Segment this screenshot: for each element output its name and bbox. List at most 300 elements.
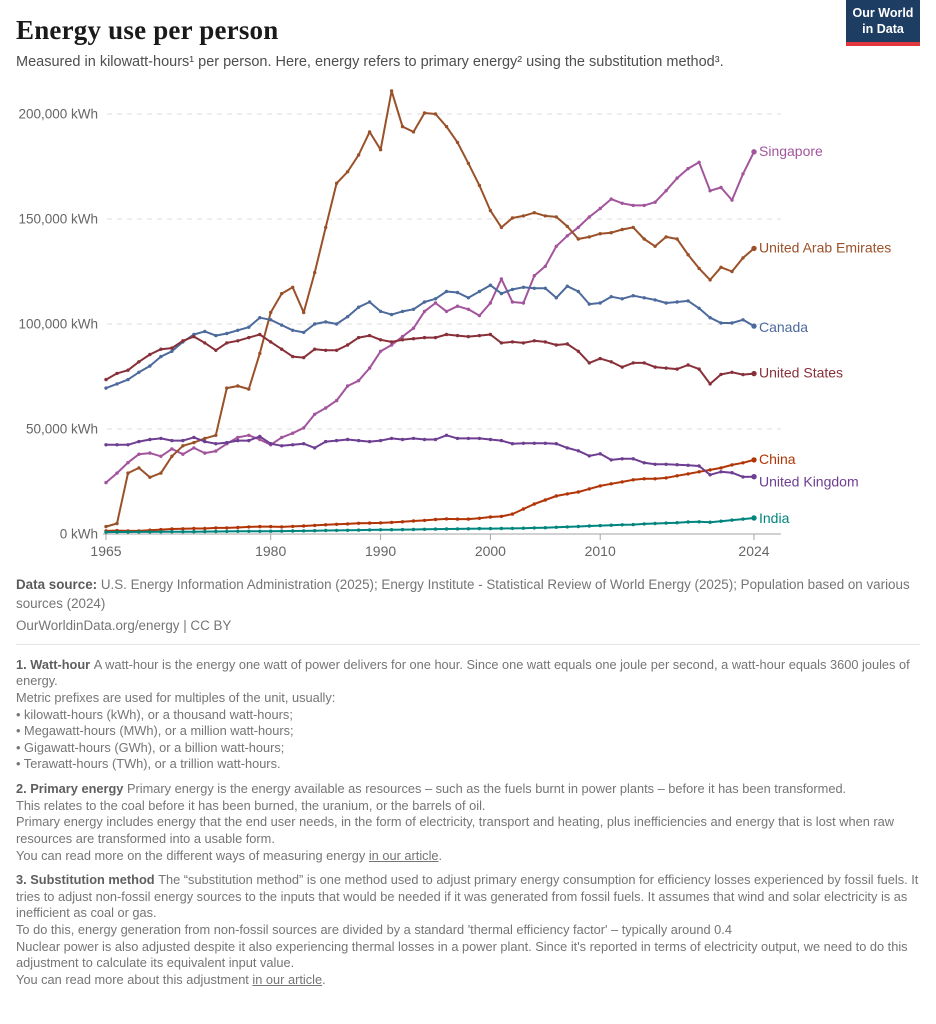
license-suffix: | CC BY <box>179 617 232 633</box>
series-point-united-kingdom <box>214 442 217 445</box>
series-point-united-states <box>291 354 294 357</box>
series-point-united-kingdom <box>291 443 294 446</box>
series-point-india <box>269 529 272 532</box>
series-point-united-states <box>302 355 305 358</box>
series-point-china <box>247 525 250 528</box>
series-point-united-kingdom <box>126 443 129 446</box>
series-point-china <box>643 477 646 480</box>
series-point-singapore <box>621 201 624 204</box>
series-label-canada: Canada <box>759 318 809 335</box>
series-point-united-arab-emirates <box>412 130 415 133</box>
series-point-united-arab-emirates <box>247 387 250 390</box>
series-point-united-arab-emirates <box>489 208 492 211</box>
series-point-canada <box>379 309 382 312</box>
series-point-united-states <box>379 338 382 341</box>
series-point-united-states <box>577 349 580 352</box>
series-point-china <box>686 472 689 475</box>
series-point-india <box>643 522 646 525</box>
series-point-singapore <box>632 203 635 206</box>
series-point-india <box>719 519 722 522</box>
series-point-india <box>302 529 305 532</box>
series-point-united-arab-emirates <box>511 216 514 219</box>
series-point-canada <box>610 295 613 298</box>
series-point-united-kingdom <box>302 442 305 445</box>
divider <box>16 644 920 645</box>
series-point-china <box>423 518 426 521</box>
series-point-united-arab-emirates <box>533 211 536 214</box>
series-point-canada <box>214 333 217 336</box>
series-point-united-kingdom <box>258 434 261 437</box>
series-point-china <box>401 520 404 523</box>
series-point-canada <box>621 297 624 300</box>
series-point-singapore <box>500 277 503 280</box>
data-source-line <box>16 575 920 614</box>
series-point-united-states <box>741 372 744 375</box>
series-point-singapore <box>324 406 327 409</box>
series-point-singapore <box>236 435 239 438</box>
series-point-united-arab-emirates <box>423 111 426 114</box>
series-point-singapore <box>423 309 426 312</box>
series-point-india <box>379 528 382 531</box>
owid-logo[interactable] <box>846 0 920 46</box>
footnote-1-line: Metric prefixes are used for multiples of the unit, usually: <box>16 689 336 705</box>
series-point-united-arab-emirates <box>291 285 294 288</box>
series-point-canada <box>675 300 678 303</box>
series-point-india <box>730 518 733 521</box>
series-line-united-arab-emirates[interactable] <box>106 90 754 526</box>
series-point-united-arab-emirates <box>258 351 261 354</box>
series-point-china <box>566 492 569 495</box>
series-point-united-states <box>159 347 162 350</box>
series-point-singapore <box>302 426 305 429</box>
series-point-united-arab-emirates <box>115 521 118 524</box>
series-point-canada <box>236 328 239 331</box>
series-point-singapore <box>159 454 162 457</box>
series-point-india <box>324 528 327 531</box>
series-point-china <box>291 524 294 527</box>
series-point-canada <box>423 300 426 303</box>
series-point-singapore <box>697 160 700 163</box>
series-point-canada <box>280 323 283 326</box>
series-point-united-kingdom <box>664 462 667 465</box>
series-point-united-kingdom <box>104 443 107 446</box>
series-point-canada <box>104 386 107 389</box>
series-point-united-kingdom <box>533 441 536 444</box>
series-point-canada <box>653 298 656 301</box>
series-point-singapore <box>379 349 382 352</box>
footnote-3-body: 3. Substitution method The “substitution method” is one method used to adjust primary energy consumption for efficiency losses experienced by fossil fuels. It tries to adjust non-fossil energy sources to the inputs that would be needed if it was generated from fossil fuels. It assumes that wind and solar electricity is as inefficient as coal or gas. <box>16 872 919 921</box>
series-point-canada <box>159 354 162 357</box>
series-endpoint-canada <box>751 323 756 328</box>
series-line-united-states[interactable] <box>106 334 754 383</box>
series-point-united-states <box>599 356 602 359</box>
series-point-india <box>632 522 635 525</box>
owid-url-link[interactable]: OurWorldinData.org/energy <box>16 617 180 633</box>
series-point-india <box>291 529 294 532</box>
series-point-india <box>236 529 239 532</box>
series-point-united-kingdom <box>434 437 437 440</box>
series-point-united-states <box>708 382 711 385</box>
series-point-singapore <box>730 198 733 201</box>
page-title: Energy use per person <box>16 15 279 45</box>
series-point-india <box>664 521 667 524</box>
series-point-singapore <box>170 447 173 450</box>
series-point-china <box>610 482 613 485</box>
series-point-canada <box>544 286 547 289</box>
series-point-united-kingdom <box>324 439 327 442</box>
series-point-india <box>313 529 316 532</box>
series-point-singapore <box>434 301 437 304</box>
series-point-india <box>456 527 459 530</box>
series-point-canada <box>555 296 558 299</box>
series-point-united-states <box>269 340 272 343</box>
series-point-united-kingdom <box>577 449 580 452</box>
footnotes-section <box>16 657 920 989</box>
series-point-united-arab-emirates <box>302 310 305 313</box>
series-point-united-kingdom <box>522 441 525 444</box>
series-point-india <box>489 526 492 529</box>
series-point-united-arab-emirates <box>137 466 140 469</box>
series-point-united-arab-emirates <box>730 269 733 272</box>
series-point-canada <box>511 287 514 290</box>
series-point-canada <box>697 306 700 309</box>
series-point-united-kingdom <box>313 446 316 449</box>
series-point-china <box>445 517 448 520</box>
series-point-singapore <box>192 446 195 449</box>
series-point-singapore <box>653 200 656 203</box>
article-link[interactable]: in our article <box>252 971 323 987</box>
series-point-united-states <box>522 341 525 344</box>
x-tick-label-1990: 1990 <box>365 542 397 559</box>
series-point-india <box>192 530 195 533</box>
series-point-canada <box>390 312 393 315</box>
series-point-canada <box>313 322 316 325</box>
series-point-singapore <box>686 166 689 169</box>
series-point-china <box>456 517 459 520</box>
series-point-canada <box>335 322 338 325</box>
series-point-united-kingdom <box>511 442 514 445</box>
series-point-united-arab-emirates <box>214 433 217 436</box>
series-point-united-arab-emirates <box>697 266 700 269</box>
series-point-india <box>412 527 415 530</box>
series-point-united-arab-emirates <box>126 471 129 474</box>
license-line <box>16 618 920 633</box>
series-point-india <box>478 526 481 529</box>
series-point-united-states <box>478 333 481 336</box>
series-point-india <box>423 527 426 530</box>
series-point-india <box>566 525 569 528</box>
series-point-united-states <box>423 335 426 338</box>
series-point-united-kingdom <box>390 436 393 439</box>
series-point-united-states <box>247 335 250 338</box>
series-point-china <box>544 498 547 501</box>
series-point-singapore <box>643 203 646 206</box>
series-point-united-arab-emirates <box>203 436 206 439</box>
series-point-china <box>225 526 228 529</box>
series-point-united-arab-emirates <box>390 89 393 92</box>
series-point-china <box>313 523 316 526</box>
footnote-3-lead: 3. Substitution method <box>16 872 159 888</box>
series-point-united-states <box>566 342 569 345</box>
series-point-china <box>708 468 711 471</box>
series-point-united-states <box>653 365 656 368</box>
series-point-singapore <box>214 449 217 452</box>
series-point-china <box>522 507 525 510</box>
series-point-united-kingdom <box>203 439 206 442</box>
series-point-united-kingdom <box>686 463 689 466</box>
series-point-singapore <box>280 435 283 438</box>
series-point-united-arab-emirates <box>719 265 722 268</box>
series-point-united-kingdom <box>599 452 602 455</box>
series-point-united-kingdom <box>412 436 415 439</box>
series-point-india <box>159 530 162 533</box>
series-point-china <box>357 521 360 524</box>
series-point-china <box>324 523 327 526</box>
series-point-india <box>533 526 536 529</box>
series-point-canada <box>500 291 503 294</box>
series-point-canada <box>203 329 206 332</box>
series-point-united-kingdom <box>730 471 733 474</box>
series-point-united-kingdom <box>456 436 459 439</box>
series-point-united-states <box>148 352 151 355</box>
series-point-united-states <box>675 367 678 370</box>
series-point-china <box>741 461 744 464</box>
footnote-1 <box>16 657 920 773</box>
series-endpoint-united-states <box>751 370 756 375</box>
series-point-china <box>533 502 536 505</box>
series-point-singapore <box>664 189 667 192</box>
x-tick-label-1980: 1980 <box>255 542 287 559</box>
series-point-united-states <box>456 333 459 336</box>
chart-subtitle: Measured in kilowatt-hours¹ per person. Here, energy refers to primary energy² using the substitution method³. <box>16 54 724 70</box>
series-point-singapore <box>401 334 404 337</box>
series-point-united-arab-emirates <box>599 232 602 235</box>
series-label-united-kingdom: United Kingdom <box>759 473 859 490</box>
series-point-india <box>445 527 448 530</box>
series-point-united-kingdom <box>357 438 360 441</box>
series-point-singapore <box>610 197 613 200</box>
series-point-canada <box>478 289 481 292</box>
series-point-united-kingdom <box>225 440 228 443</box>
series-point-united-arab-emirates <box>313 270 316 273</box>
series-point-india <box>247 529 250 532</box>
footnote-3-line: To do this, energy generation from non-fossil sources are divided by a standard 'thermal efficiency factor' – typically around 0.4 <box>16 922 732 938</box>
series-point-united-kingdom <box>159 436 162 439</box>
series-point-united-arab-emirates <box>686 253 689 256</box>
series-point-united-kingdom <box>588 454 591 457</box>
series-point-singapore <box>291 431 294 434</box>
series-point-united-states <box>719 372 722 375</box>
footnote-2-body: 2. Primary energy Primary energy is the energy available as resources – such as the fuels burnt in power plants – before it has been transformed. <box>16 781 847 797</box>
series-point-india <box>544 526 547 529</box>
series-point-canada <box>467 296 470 299</box>
series-label-singapore: Singapore <box>759 142 823 159</box>
series-point-india <box>203 529 206 532</box>
series-point-united-kingdom <box>335 438 338 441</box>
series-point-canada <box>258 316 261 319</box>
series-point-united-states <box>686 363 689 366</box>
series-point-canada <box>269 318 272 321</box>
series-point-canada <box>632 294 635 297</box>
series-point-singapore <box>412 326 415 329</box>
series-point-united-arab-emirates <box>566 224 569 227</box>
series-point-united-kingdom <box>489 437 492 440</box>
series-point-india <box>214 529 217 532</box>
footnote-1-lead: 1. Watt-hour <box>16 656 94 672</box>
series-point-united-arab-emirates <box>104 524 107 527</box>
series-point-united-states <box>445 332 448 335</box>
series-point-singapore <box>599 206 602 209</box>
series-point-united-states <box>588 361 591 364</box>
series-point-canada <box>489 283 492 286</box>
series-point-united-kingdom <box>115 443 118 446</box>
series-point-united-arab-emirates <box>434 112 437 115</box>
series-point-united-states <box>412 337 415 340</box>
series-point-singapore <box>555 244 558 247</box>
series-point-united-states <box>357 335 360 338</box>
series-point-united-states <box>346 343 349 346</box>
series-point-singapore <box>181 452 184 455</box>
series-point-china <box>434 517 437 520</box>
series-point-china <box>599 484 602 487</box>
series-point-india <box>511 526 514 529</box>
series-point-china <box>280 525 283 528</box>
series-point-canada <box>577 289 580 292</box>
series-point-united-kingdom <box>148 437 151 440</box>
series-endpoint-united-kingdom <box>751 474 756 479</box>
series-point-singapore <box>335 398 338 401</box>
series-point-india <box>390 528 393 531</box>
series-point-china <box>588 487 591 490</box>
series-point-united-kingdom <box>236 438 239 441</box>
series-point-united-kingdom <box>708 473 711 476</box>
article-link[interactable]: in our article <box>368 847 439 863</box>
series-point-united-kingdom <box>566 446 569 449</box>
series-point-united-arab-emirates <box>632 225 635 228</box>
series-point-united-states <box>181 339 184 342</box>
series-point-canada <box>324 320 327 323</box>
series-point-united-states <box>280 347 283 350</box>
series-point-united-kingdom <box>137 439 140 442</box>
series-line-china[interactable] <box>106 459 754 530</box>
series-point-canada <box>225 331 228 334</box>
chart-header <box>16 0 920 73</box>
series-point-canada <box>291 328 294 331</box>
series-point-united-kingdom <box>247 438 250 441</box>
series-point-china <box>478 516 481 519</box>
series-point-united-arab-emirates <box>544 214 547 217</box>
logo-text-line1: Our World <box>852 5 914 20</box>
series-point-united-kingdom <box>621 457 624 460</box>
series-point-united-arab-emirates <box>456 140 459 143</box>
series-point-united-kingdom <box>181 438 184 441</box>
series-point-india <box>258 529 261 532</box>
series-point-singapore <box>346 384 349 387</box>
series-point-singapore <box>741 172 744 175</box>
series-point-united-kingdom <box>741 475 744 478</box>
series-point-canada <box>148 364 151 367</box>
series-point-india <box>401 527 404 530</box>
series-point-united-arab-emirates <box>500 225 503 228</box>
series-point-singapore <box>445 309 448 312</box>
y-tick-label-0: 0 kWh <box>59 526 98 542</box>
series-point-canada <box>533 286 536 289</box>
series-point-united-arab-emirates <box>555 215 558 218</box>
series-line-singapore[interactable] <box>106 151 754 482</box>
series-point-united-arab-emirates <box>192 440 195 443</box>
series-point-canada <box>247 325 250 328</box>
series-point-canada <box>445 289 448 292</box>
series-point-india <box>686 520 689 523</box>
x-tick-label-2024: 2024 <box>738 542 770 559</box>
series-point-canada <box>346 315 349 318</box>
series-point-india <box>610 523 613 526</box>
series-point-united-arab-emirates <box>170 454 173 457</box>
series-point-united-states <box>555 343 558 346</box>
series-point-united-kingdom <box>269 442 272 445</box>
data-source-text: U.S. Energy Information Administration (2025); Energy Institute - Statistical Review of World Energy (2025); Population based on various sources (2024) <box>16 576 910 612</box>
series-point-united-states <box>324 348 327 351</box>
series-point-singapore <box>708 189 711 192</box>
series-point-singapore <box>522 301 525 304</box>
series-endpoint-singapore <box>751 149 756 154</box>
series-label-united-states: United States <box>759 364 844 381</box>
series-point-united-kingdom <box>467 436 470 439</box>
series-point-india <box>467 527 470 530</box>
data-source-label: Data source: <box>16 576 98 592</box>
series-point-united-states <box>401 338 404 341</box>
series-point-india <box>126 530 129 533</box>
series-point-canada <box>368 300 371 303</box>
series-point-india <box>741 517 744 520</box>
series-point-canada <box>588 302 591 305</box>
series-point-china <box>258 524 261 527</box>
series-point-india <box>653 521 656 524</box>
series-point-singapore <box>577 225 580 228</box>
footnote-3 <box>16 872 920 988</box>
series-point-china <box>621 480 624 483</box>
series-point-united-arab-emirates <box>346 170 349 173</box>
series-point-united-states <box>632 361 635 364</box>
series-point-united-states <box>368 333 371 336</box>
series-point-india <box>577 524 580 527</box>
series-point-united-kingdom <box>632 457 635 460</box>
series-endpoint-united-arab-emirates <box>751 245 756 250</box>
series-point-china <box>214 526 217 529</box>
series-point-singapore <box>368 366 371 369</box>
y-tick-label-100000: 100,000 kWh <box>18 316 98 332</box>
series-point-united-states <box>610 360 613 363</box>
y-tick-label-50000: 50,000 kWh <box>25 421 98 437</box>
series-point-united-states <box>258 332 261 335</box>
series-point-united-kingdom <box>379 438 382 441</box>
series-point-united-kingdom <box>192 435 195 438</box>
series-point-united-arab-emirates <box>324 225 327 228</box>
series-point-china <box>511 512 514 515</box>
series-point-india <box>148 530 151 533</box>
series-point-canada <box>126 377 129 380</box>
series-point-united-kingdom <box>401 437 404 440</box>
series-point-united-kingdom <box>346 437 349 440</box>
series-point-singapore <box>588 215 591 218</box>
series-point-united-arab-emirates <box>653 244 656 247</box>
series-point-singapore <box>566 234 569 237</box>
series-point-united-kingdom <box>544 441 547 444</box>
x-tick-label-2010: 2010 <box>584 542 616 559</box>
series-point-united-states <box>643 361 646 364</box>
footnote-2-lead: 2. Primary energy <box>16 781 127 797</box>
series-point-united-arab-emirates <box>159 471 162 474</box>
